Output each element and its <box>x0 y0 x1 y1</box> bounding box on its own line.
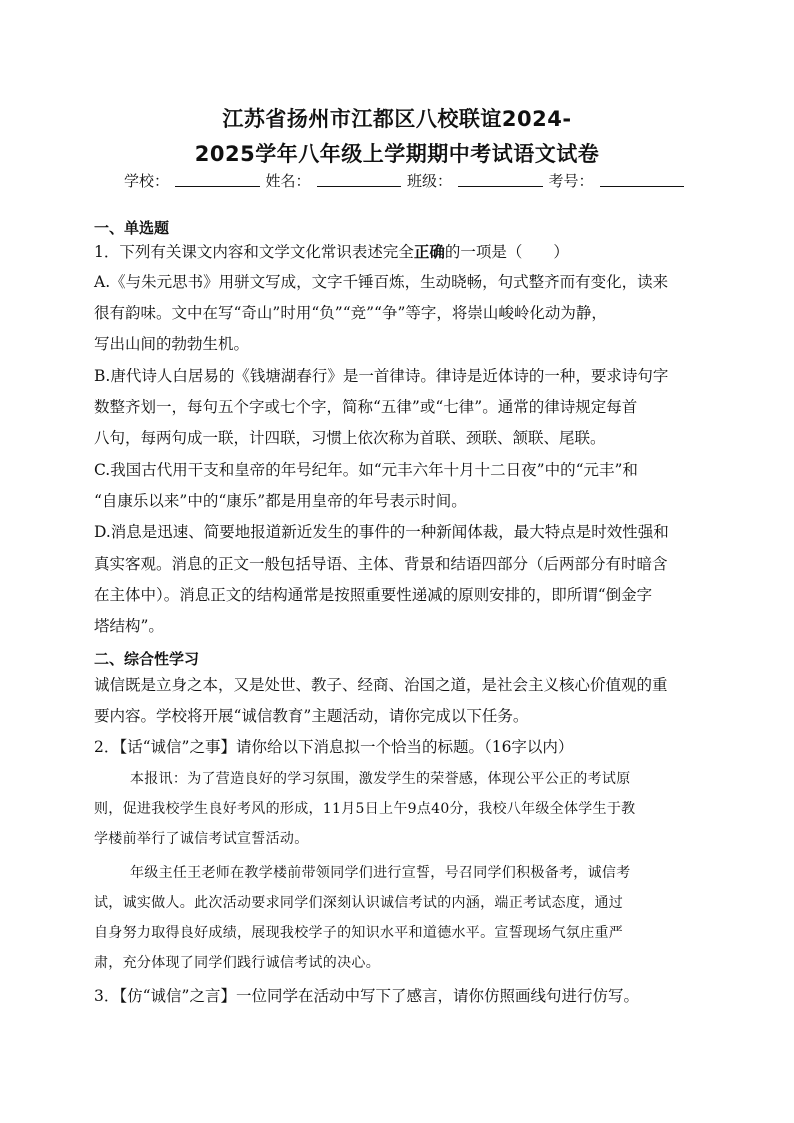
question-1 <box>94 240 569 262</box>
notice-line: 则，促进我校学生良好考风的形成，11月5日上午9点40分，我校八年级全体学生于教 <box>94 801 636 817</box>
option-line: 数整齐划一，每句五个字或七个字，简称“五律”或“七律”。通常的律诗规定每首 <box>94 398 638 416</box>
question-1-post: 的一项是（ ） <box>444 243 569 261</box>
option-line: C.我国古代用干支和皇帝的年号纪年。如“元丰六年十月十二日夜”中的“元丰”和 <box>94 461 638 479</box>
exam-number-blank[interactable] <box>600 170 684 187</box>
class-blank[interactable] <box>458 170 542 187</box>
question-1-pre: 1．下列有关课文内容和文学文化常识表述完全 <box>94 243 414 261</box>
name-blank[interactable] <box>317 170 401 187</box>
notice-line: 学楼前举行了诚信考试宣誓活动。 <box>94 831 309 847</box>
title-line-2: 2025学年八年级上学期期中考试语文试卷 <box>194 142 600 166</box>
notice-line: 试，诚实做人。此次活动要求同学们深刻认识诚信考试的内涵，端正考试态度，通过 <box>94 895 624 911</box>
section-heading-integrated-learning: 二、综合性学习 <box>94 650 200 668</box>
notice-line: 本报讯：为了营造良好的学习氛围，激发学生的荣誉感，体现公平公正的考试原 <box>130 771 631 787</box>
notice-line: 肃，充分体现了同学们践行诚信考试的决心。 <box>94 955 380 971</box>
name-label: 姓名： <box>265 172 311 190</box>
question-3: 3．【仿“诚信”之言】一位同学在活动中写下了感言，请你仿照画线句进行仿写。 <box>94 987 639 1005</box>
option-line: 真实客观。消息的正文一般包括导语、主体、背景和结语四部分（后两部分有时暗含 <box>94 555 668 573</box>
exam-number-label: 考号： <box>548 172 594 190</box>
option-line: A.《与朱元思书》用骈文写成，文字千锤百炼，生动晓畅，句式整齐而有变化，读来 <box>94 273 669 291</box>
option-line: D.消息是迅速、简要地报道新近发生的事件的一种新闻体裁，最大特点是时效性强和 <box>94 523 669 541</box>
option-line: 八句，每两句成一联，计四联，习惯上依次称为首联、颈联、颔联、尾联。 <box>94 429 606 447</box>
question-2: 2．【话“诚信”之事】请你给以下消息拟一个恰当的标题。（16字以内） <box>94 738 574 756</box>
title-line-1: 江苏省扬州市江都区八校联谊2024- <box>222 107 572 131</box>
option-line: B.唐代诗人白居易的《钱塘湖春行》是一首律诗。律诗是近体诗的一种，要求诗句字 <box>94 367 669 385</box>
option-line: 写出山间的勃勃生机。 <box>94 335 250 353</box>
question-1-emphasis: 正确 <box>413 242 445 261</box>
class-label: 班级： <box>407 172 453 190</box>
intro-line: 诚信既是立身之本，又是处世、教子、经商、治国之道，是社会主义核心价值观的重 <box>94 676 668 694</box>
school-blank[interactable] <box>175 170 259 187</box>
option-line: 很有韵味。文中在写“奇山”时用“负”“竞”“争”等字，将崇山峻岭化动为静， <box>94 304 607 322</box>
option-line: 塔结构”。 <box>94 617 164 635</box>
option-line: 在主体中）。消息正文的结构通常是按照重要性递减的原则安排的，即所谓“倒金字 <box>94 586 653 604</box>
option-line: “自康乐以来”中的“康乐”都是用皇帝的年号表示时间。 <box>94 492 467 510</box>
notice-line: 自身努力取得良好成绩，展现我校学子的知识水平和道德水平。宣誓现场气氛庄重严 <box>94 925 624 941</box>
notice-line: 年级主任王老师在教学楼前带领同学们进行宣誓，号召同学们积极备考，诚信考 <box>130 865 631 881</box>
school-label: 学校： <box>124 172 170 190</box>
intro-line: 要内容。学校将开展“诚信教育”主题活动，请你完成以下任务。 <box>94 707 529 725</box>
section-heading-single-choice: 一、单选题 <box>94 219 170 237</box>
student-info-row <box>124 170 684 191</box>
